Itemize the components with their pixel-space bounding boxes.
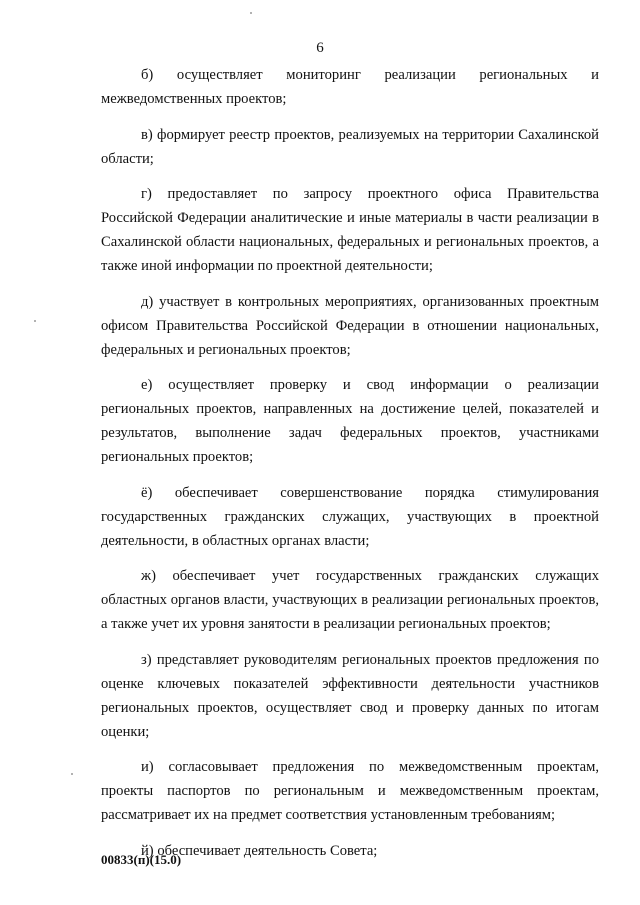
paragraph-z: з) представляет руководителям региональных проектов предложения по оценке ключевых показателей эффективности деятельности участников региональных проектов, осуществляет свод и проверку данных по итогам оценки; <box>101 651 599 740</box>
paragraph-g: г) предоставляет по запросу проектного офиса Правительства Российской Федерации аналитические и иные материалы в части реализации в Сахалинской области национальных, федеральных и региональных проектов, а также иной информации по проектной деятельности; <box>101 186 599 274</box>
paragraph-yo: ё) обеспечивает совершенствование порядка стимулирования государственных гражданских служащих, участвующих в проектной деятельности, в областных органах власти; <box>101 484 599 549</box>
paragraph-e: е) осуществляет проверку и свод информации о реализации региональных проектов, направленных на достижение целей, показателей и результатов, выполнение задач федеральных проектов, участниками региональных проектов; <box>101 377 599 465</box>
paragraph-v: в) формирует реестр проектов, реализуемых на территории Сахалинской области; <box>101 126 599 167</box>
paragraph-i: и) согласовывает предложения по межведомственным проектам, проекты паспортов по региональным и межведомственным проектам, рассматривает их на предмет соответствия установленным требованиям; <box>101 759 599 823</box>
paragraph-i-kratkoe: й) обеспечивает деятельность Совета; <box>141 842 378 859</box>
paragraph-d: д) участвует в контрольных мероприятиях, организованных проектным офисом Правительства Российской Федерации в отношении национальных, федеральных и региональных проектов; <box>101 293 599 358</box>
scan-speck <box>250 12 252 14</box>
document-body <box>101 63 599 874</box>
paragraph-zh: ж) обеспечивает учет государственных гражданских служащих областных органов власти, участвующих в реализации региональных проектов, а также учет их уровня занятости в реализации региональных проектов; <box>101 568 599 632</box>
paragraph-b: б) осуществляет мониторинг реализации региональных и межведомственных проектов; <box>101 67 599 107</box>
scan-speck <box>34 320 36 322</box>
scan-speck <box>71 773 73 775</box>
document-code: 00833(п)(15.0) <box>101 852 182 867</box>
page-number: 6 <box>316 40 324 56</box>
